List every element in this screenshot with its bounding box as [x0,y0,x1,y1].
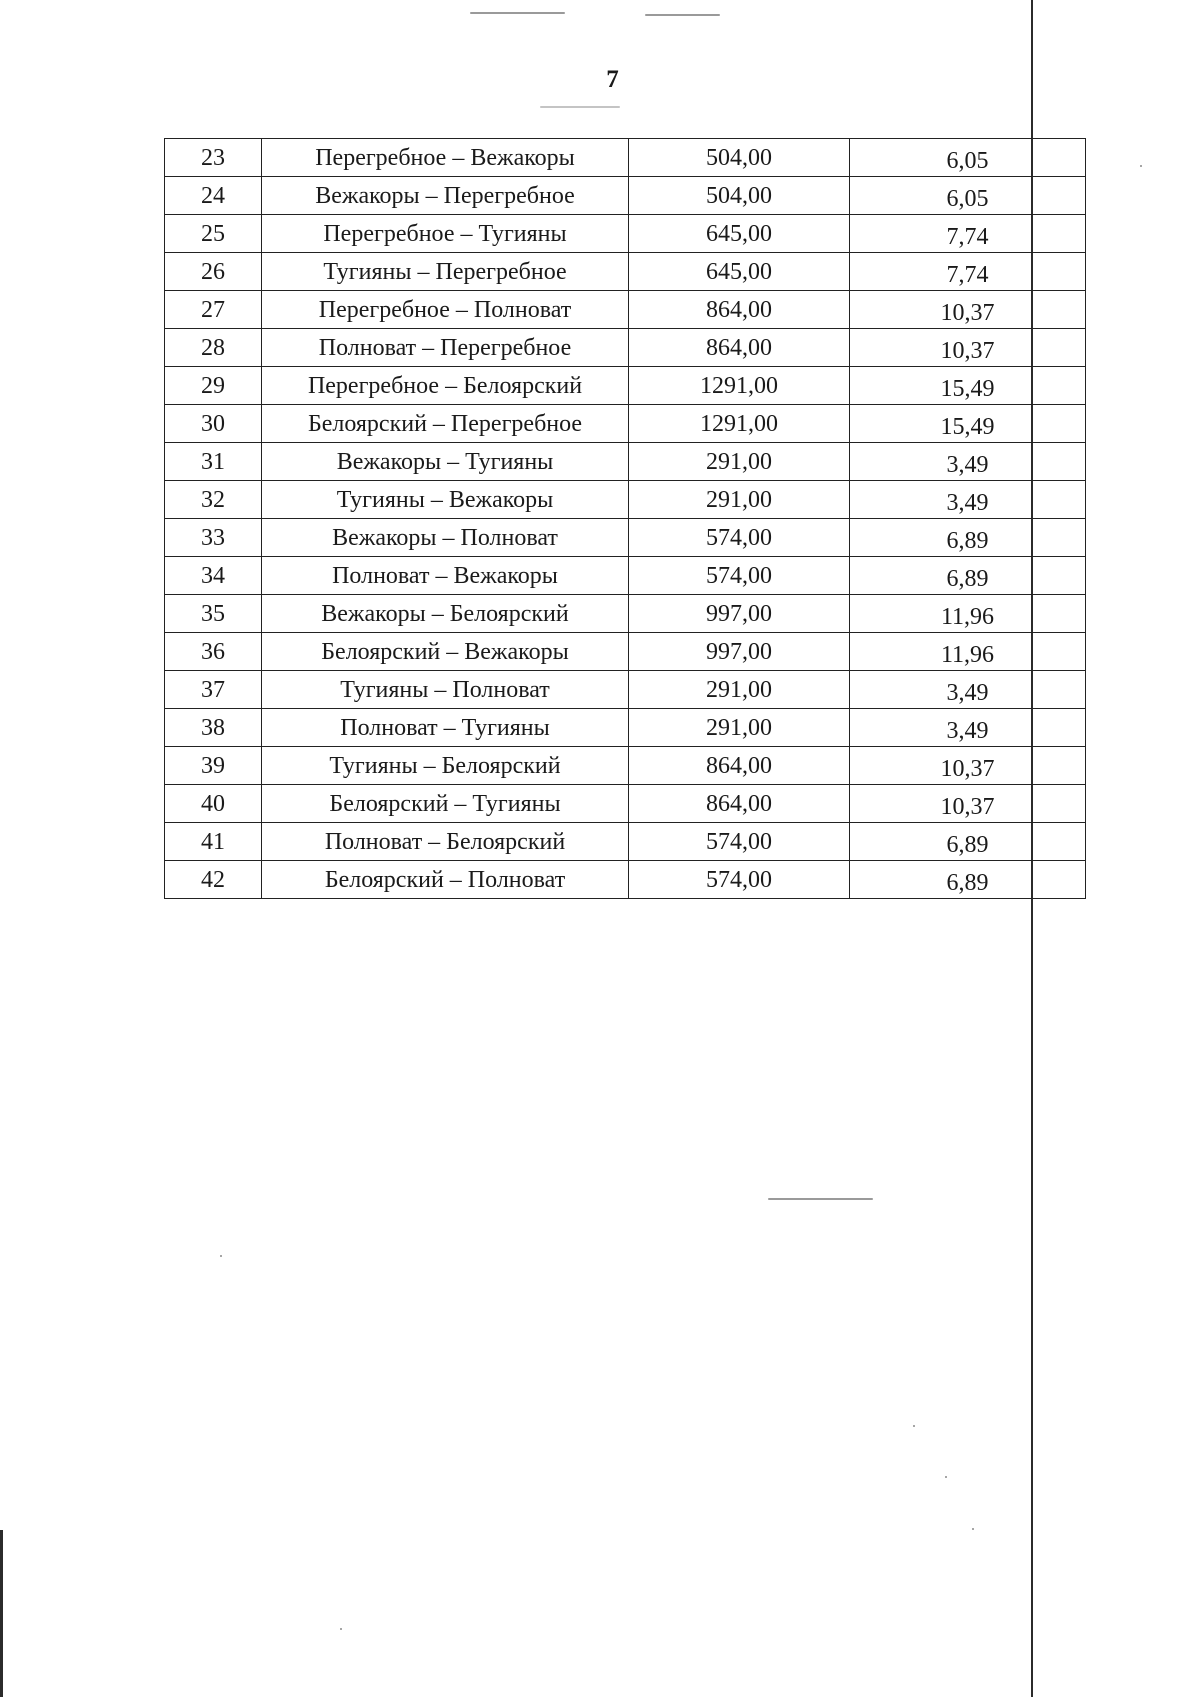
value2-cell: 3,49 [850,709,1086,747]
value2-cell: 11,96 [850,595,1086,633]
row-number-cell: 29 [165,367,262,405]
row-number-cell: 39 [165,747,262,785]
value2-cell: 7,74 [850,215,1086,253]
row-number-cell: 32 [165,481,262,519]
row-number-cell: 37 [165,671,262,709]
value1-cell: 864,00 [629,291,850,329]
value1-cell: 864,00 [629,785,850,823]
table-row [165,671,1086,709]
row-number-cell: 34 [165,557,262,595]
scan-dot [945,1476,947,1478]
scan-smudge [768,1198,873,1200]
value2-cell: 15,49 [850,405,1086,443]
value1-cell: 574,00 [629,861,850,899]
route-cell: Перегребное – Вежакоры [262,139,629,177]
value1-cell: 291,00 [629,481,850,519]
value2-cell: 6,89 [850,557,1086,595]
scan-edge-line [0,1530,3,1697]
value1-cell: 645,00 [629,215,850,253]
route-cell: Тугияны – Полноват [262,671,629,709]
value1-cell: 574,00 [629,823,850,861]
scan-dot [220,1255,222,1257]
value2-cell: 11,96 [850,633,1086,671]
page-number: 7 [606,66,619,93]
value2-cell: 6,05 [850,177,1086,215]
value1-cell: 1291,00 [629,367,850,405]
table-row [165,291,1086,329]
table-row [165,709,1086,747]
value1-cell: 291,00 [629,443,850,481]
row-number-cell: 33 [165,519,262,557]
row-number-cell: 27 [165,291,262,329]
scan-smudge [540,106,620,108]
value1-cell: 864,00 [629,747,850,785]
table-row [165,405,1086,443]
value1-cell: 291,00 [629,671,850,709]
table-row [165,367,1086,405]
row-number-cell: 30 [165,405,262,443]
table-row [165,823,1086,861]
scan-smudge [645,14,720,16]
table-row [165,633,1086,671]
scan-dot [1140,165,1142,167]
route-cell: Белоярский – Перегребное [262,405,629,443]
tariff-table [164,138,1086,899]
value2-cell: 3,49 [850,481,1086,519]
table-row [165,139,1086,177]
route-cell: Вежакоры – Белоярский [262,595,629,633]
route-cell: Тугияны – Белоярский [262,747,629,785]
value2-cell: 3,49 [850,671,1086,709]
scan-smudge [470,12,565,14]
row-number-cell: 24 [165,177,262,215]
table-row [165,329,1086,367]
row-number-cell: 41 [165,823,262,861]
value2-cell: 3,49 [850,443,1086,481]
value2-cell: 10,37 [850,291,1086,329]
table-row [165,253,1086,291]
route-cell: Тугияны – Вежакоры [262,481,629,519]
route-cell: Перегребное – Белоярский [262,367,629,405]
table-row [165,519,1086,557]
scan-dot [340,1628,342,1630]
route-cell: Полноват – Перегребное [262,329,629,367]
value1-cell: 504,00 [629,139,850,177]
route-cell: Белоярский – Вежакоры [262,633,629,671]
route-cell: Вежакоры – Полноват [262,519,629,557]
row-number-cell: 25 [165,215,262,253]
table-row [165,443,1086,481]
route-cell: Вежакоры – Тугияны [262,443,629,481]
route-cell: Белоярский – Полноват [262,861,629,899]
route-cell: Перегребное – Тугияны [262,215,629,253]
route-cell: Белоярский – Тугияны [262,785,629,823]
scan-dot [972,1528,974,1530]
value2-cell: 10,37 [850,785,1086,823]
table-row [165,595,1086,633]
table-row [165,177,1086,215]
value1-cell: 997,00 [629,633,850,671]
scan-dot [913,1425,915,1427]
route-cell: Тугияны – Перегребное [262,253,629,291]
value2-cell: 10,37 [850,747,1086,785]
row-number-cell: 35 [165,595,262,633]
row-number-cell: 38 [165,709,262,747]
route-cell: Полноват – Вежакоры [262,557,629,595]
value2-cell: 10,37 [850,329,1086,367]
row-number-cell: 26 [165,253,262,291]
table-row [165,557,1086,595]
table-row [165,481,1086,519]
row-number-cell: 40 [165,785,262,823]
route-cell: Полноват – Белоярский [262,823,629,861]
route-cell: Вежакоры – Перегребное [262,177,629,215]
value2-cell: 15,49 [850,367,1086,405]
value1-cell: 997,00 [629,595,850,633]
row-number-cell: 36 [165,633,262,671]
value2-cell: 6,89 [850,823,1086,861]
value2-cell: 7,74 [850,253,1086,291]
table-row [165,785,1086,823]
value1-cell: 645,00 [629,253,850,291]
value1-cell: 574,00 [629,519,850,557]
tariff-table-body [165,139,1086,899]
row-number-cell: 28 [165,329,262,367]
row-number-cell: 42 [165,861,262,899]
table-row [165,861,1086,899]
value1-cell: 291,00 [629,709,850,747]
route-cell: Перегребное – Полноват [262,291,629,329]
value1-cell: 574,00 [629,557,850,595]
value2-cell: 6,89 [850,519,1086,557]
value2-cell: 6,05 [850,139,1086,177]
table-row [165,747,1086,785]
route-cell: Полноват – Тугияны [262,709,629,747]
value1-cell: 504,00 [629,177,850,215]
value2-cell: 6,89 [850,861,1086,899]
row-number-cell: 23 [165,139,262,177]
table-row [165,215,1086,253]
row-number-cell: 31 [165,443,262,481]
value1-cell: 864,00 [629,329,850,367]
value1-cell: 1291,00 [629,405,850,443]
